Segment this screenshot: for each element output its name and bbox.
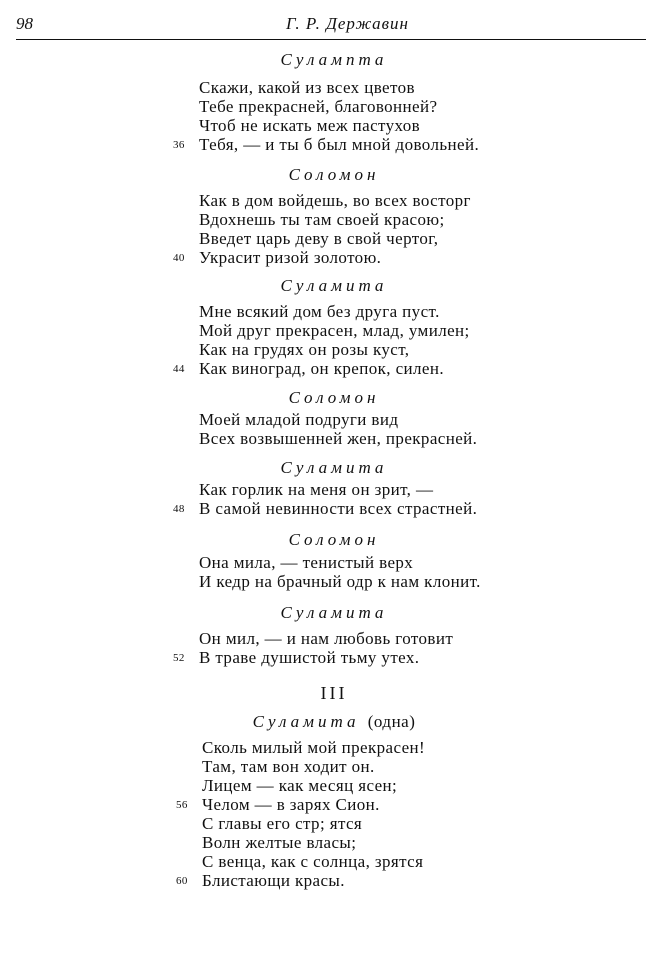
verse-text: Лицем — как месяц ясен;: [202, 776, 398, 795]
line-number: 48: [173, 503, 185, 515]
verse-line: [199, 340, 470, 359]
verse-text: Мне всякий дом без друга пуст.: [199, 302, 440, 321]
stanza: [173, 480, 478, 518]
verse-text: Моей младой подруги вид: [199, 410, 399, 429]
verse-line: [173, 648, 453, 667]
verse-line: [173, 135, 480, 154]
verse-line: [202, 833, 425, 852]
stanza: [176, 738, 426, 890]
verse-text: Тебе прекрасней, благовонней?: [199, 97, 438, 116]
verse-line: [199, 429, 477, 448]
verse-text: Блистающи красы.: [202, 871, 345, 890]
verse-text: С венца, как с солнца, зрятся: [202, 852, 424, 871]
page-header: [16, 10, 646, 40]
verse-line: [199, 629, 453, 648]
verse-text: Он мил, — и нам любовь готовит: [199, 629, 454, 648]
speaker-heading: Соломон: [288, 165, 380, 184]
verse-line: [202, 757, 425, 776]
verse-text: Там, там вон ходит он.: [202, 757, 375, 776]
verse-line: [173, 359, 470, 378]
verse-line: [199, 229, 471, 248]
verse-line: [199, 116, 479, 135]
verse-text: Челом — в зарях Сион.: [202, 795, 380, 814]
speaker-heading: Соломон: [288, 388, 380, 407]
verse-text: Введет царь деву в свой чертог,: [199, 229, 439, 248]
verse-text: Как горлик на меня он зрит, —: [199, 480, 434, 499]
verse-line: [199, 553, 481, 572]
line-number: 52: [173, 652, 185, 664]
line-number: 44: [173, 363, 185, 375]
verse-text: С главы его стр; ятся: [202, 814, 363, 833]
verse-text: Как виноград, он крепок, силен.: [199, 359, 444, 378]
verse-text: Скажи, какой из всех цветов: [199, 78, 415, 97]
verse-line: [199, 78, 479, 97]
verse-text: Украсит ризой золотою.: [199, 248, 382, 267]
speaker-heading: Сулампта: [280, 50, 388, 69]
verse-text: Мой друг прекрасен, млад, умилен;: [199, 321, 470, 340]
line-number: 36: [173, 139, 185, 151]
line-number: 56: [176, 799, 188, 811]
speaker-note: (одна): [367, 712, 416, 731]
verse-line: [199, 410, 477, 429]
header-rule: [16, 39, 646, 40]
section-numeral: III: [320, 683, 348, 703]
line-number: 40: [173, 252, 185, 264]
verse-line: [199, 97, 479, 116]
verse-line: [202, 738, 425, 757]
verse-line: [202, 776, 425, 795]
verse-line: [202, 852, 425, 871]
verse-text: Тебя, — и ты б был мной довольней.: [199, 135, 480, 154]
verse-line: [176, 871, 425, 890]
stanza: [173, 78, 480, 154]
verse-text: Волн желтые власы;: [202, 833, 357, 852]
verse-text: Как в дом войдешь, во всех восторг: [199, 191, 471, 210]
verse-text: Она мила, — тенистый верх: [199, 553, 414, 572]
speaker-heading: Соломон: [288, 530, 380, 549]
verse-text: Как на грудях он розы куст,: [199, 340, 410, 359]
speaker-heading: Суламита: [280, 276, 388, 295]
verse-line: [199, 480, 477, 499]
verse-line: [176, 795, 425, 814]
stanza: [173, 191, 471, 267]
verse-line: [173, 248, 471, 267]
stanza: [173, 629, 454, 667]
verse-line: [199, 572, 481, 591]
verse-text: Чтоб не искать меж пастухов: [199, 116, 421, 135]
verse-text: Всех возвышенней жен, прекрасней.: [199, 429, 478, 448]
speaker-heading: Суламита: [280, 603, 388, 622]
stanza: [173, 302, 470, 378]
speaker-name: Суламита: [252, 712, 360, 731]
verse-line: [199, 210, 471, 229]
verse-text: Вдохнешь ты там своей красою;: [199, 210, 445, 229]
running-head: Г. Р. Державин: [286, 14, 409, 33]
verse-text: И кедр на брачный одр к нам клонит.: [199, 572, 481, 591]
verse-line: [199, 321, 470, 340]
speaker-heading: Суламита: [280, 458, 388, 477]
verse-line: [202, 814, 425, 833]
verse-text: В траве душистой тьму утех.: [199, 648, 420, 667]
stanza: [199, 410, 477, 448]
line-number: 60: [176, 875, 188, 887]
verse-line: [199, 191, 471, 210]
verse-line: [173, 499, 478, 518]
verse-text: Сколь милый мой прекрасен!: [202, 738, 426, 757]
verse-text: В самой невинности всех страстней.: [199, 499, 478, 518]
section-speaker-heading: [0, 712, 668, 732]
verse-line: [199, 302, 470, 321]
page-number: 98: [16, 14, 33, 33]
stanza: [199, 553, 481, 591]
